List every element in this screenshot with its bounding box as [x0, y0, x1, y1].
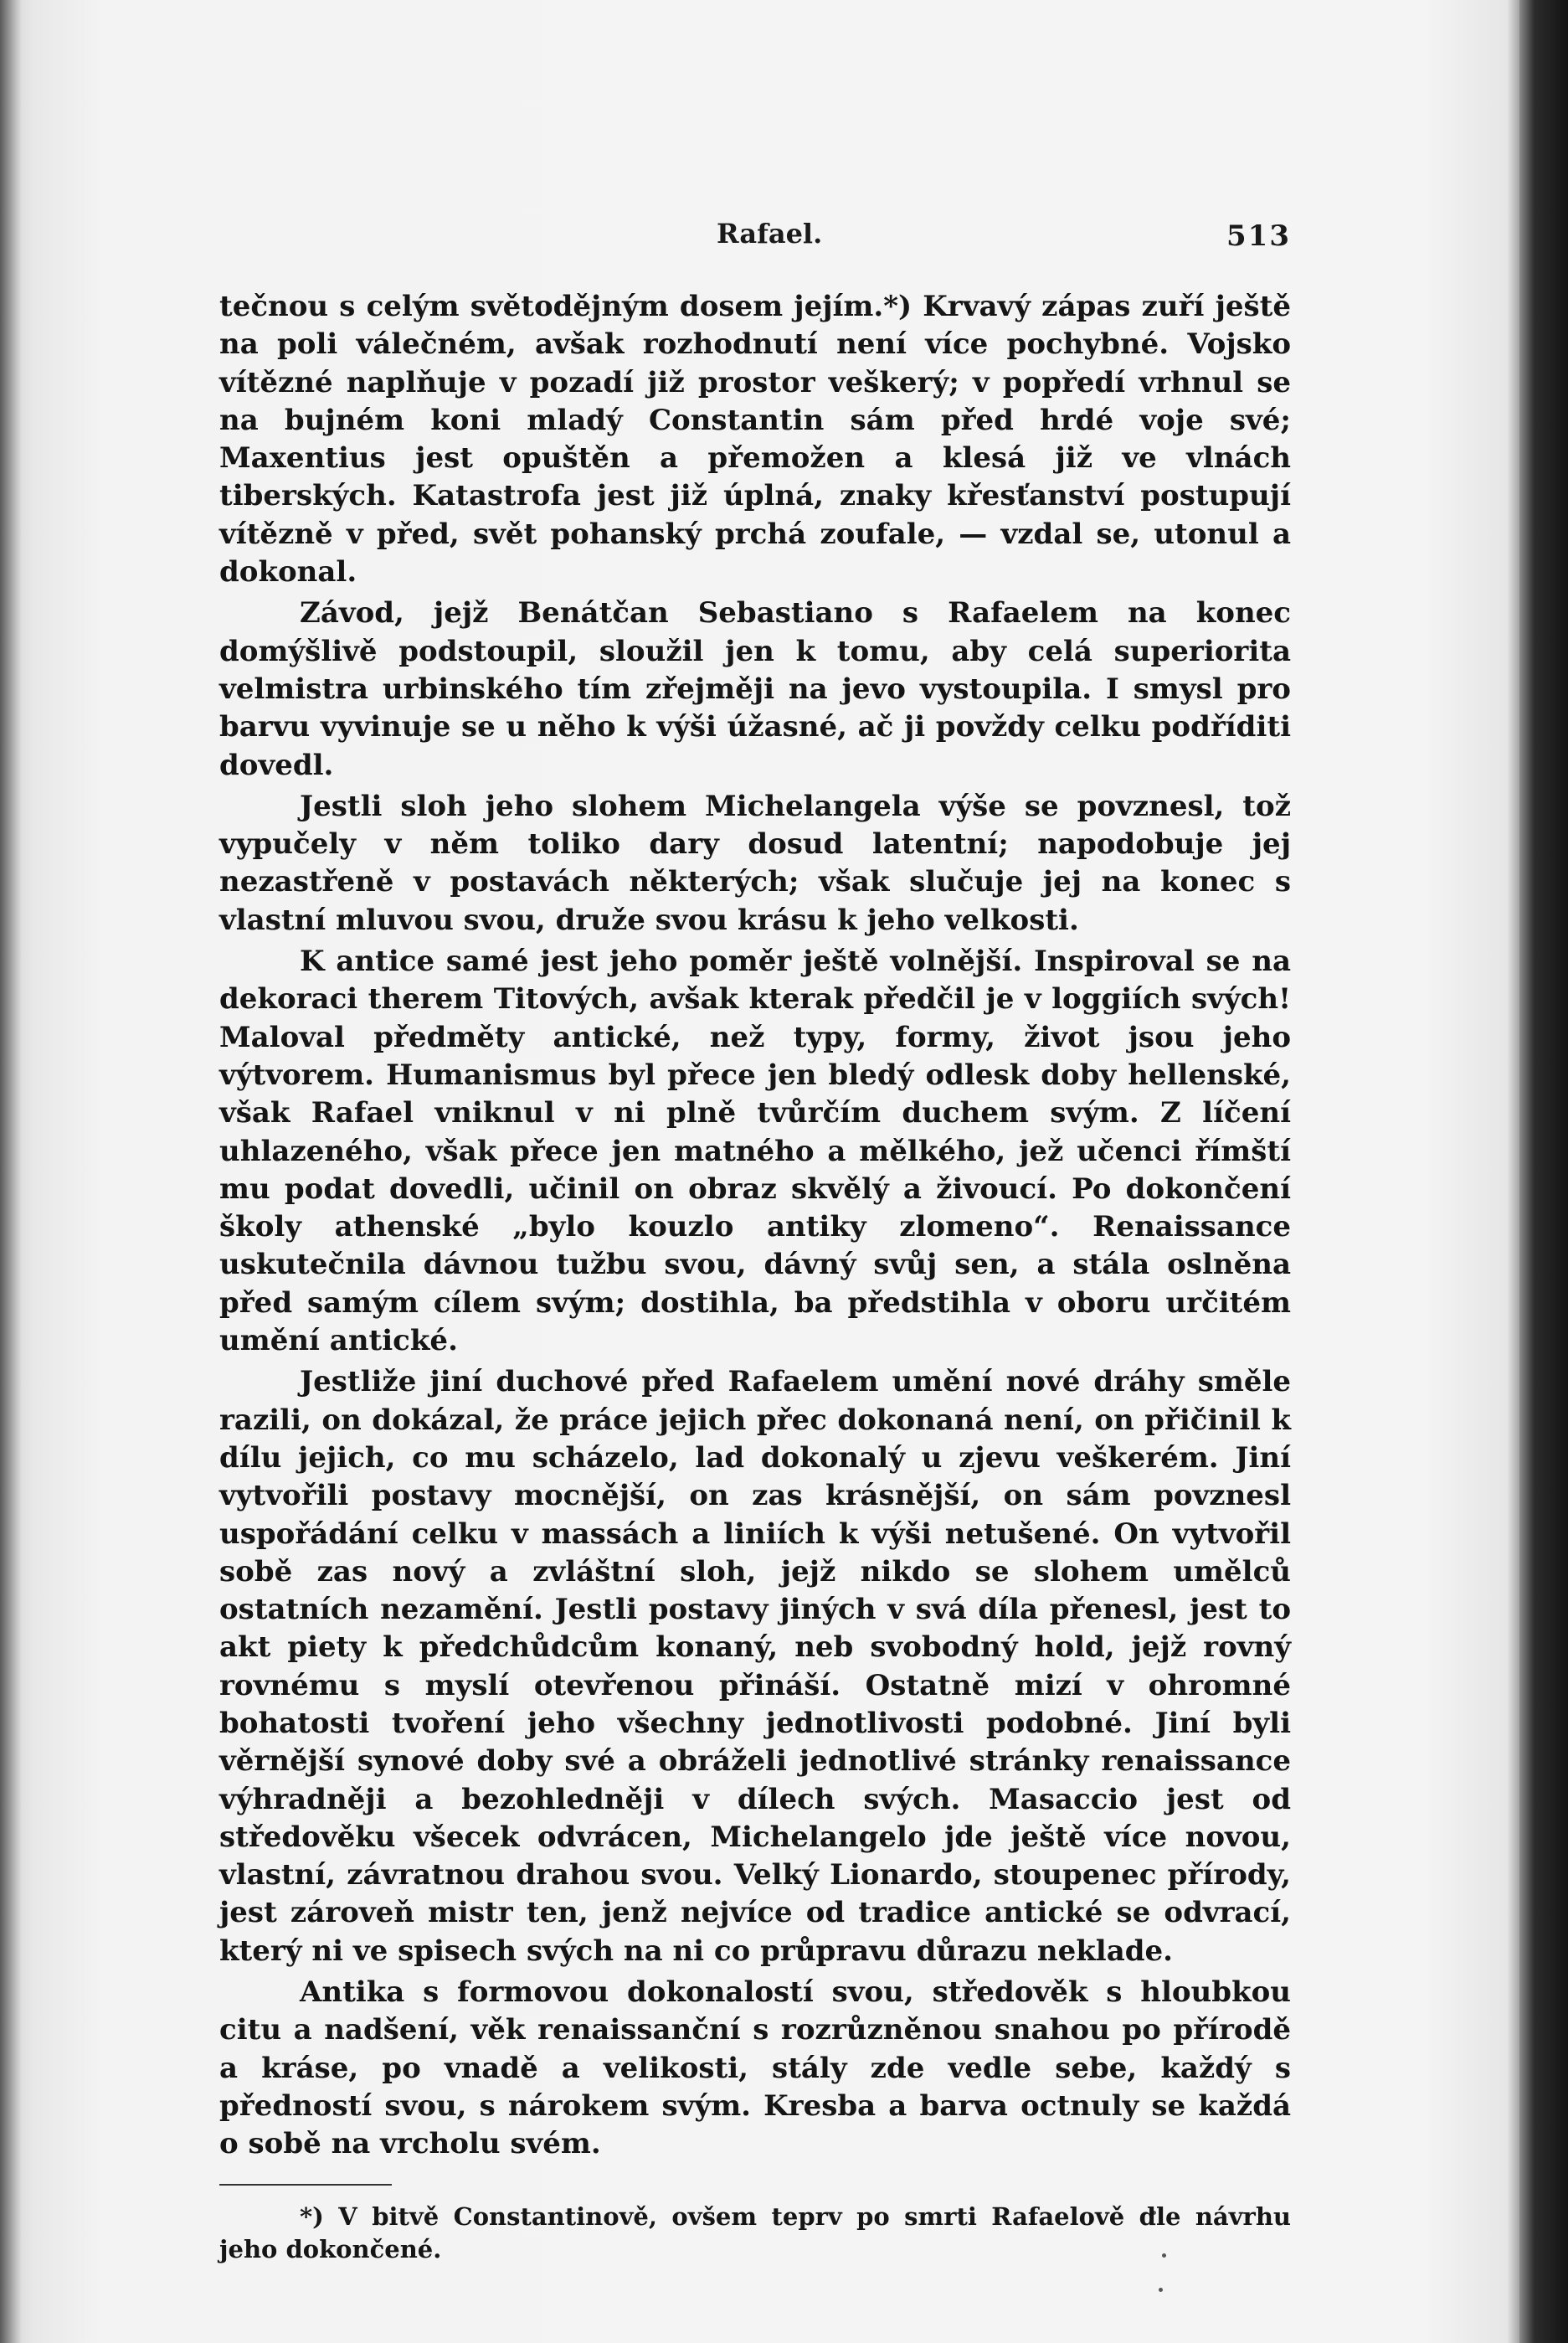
paragraph: Závod, jejž Benátčan Sebastiano s Rafaelem na konec domýšlivě podstoupil, sloužil jen k tomu, aby celá superiorita velmistra urbinského tím zřejměji na jevo vystoupila. I smysl pro barvu vyvinuje se u něho k výši úžasné, ač ji povždy celku podříditi dovedl. — [219, 596, 1291, 782]
binding-shadow — [0, 0, 22, 2343]
page-number: 513 — [1226, 219, 1291, 253]
book-edge-shadow — [1519, 0, 1568, 2343]
paragraph: tečnou s celým světodějným dosem jejím.*) Krvavý zápas zuří ještě na poli válečném, avšak rozhodnutí není více pochybné. Vojsko vítězné naplňuje v pozadí již prostor veškerý; v popředí vrhnul se na bujném koni mladý Constantin sám před hrdé voje své; Maxentius jest opuštěn a přemožen a klesá již ve vlnách tiberských. Katastrofa jest již úplná, znaky křesťanství postupují vítězně v před, svět pohanský prchá zoufale, — vzdal se, utonul a dokonal. — [219, 290, 1291, 590]
book-page — [219, 209, 1291, 2290]
footnote: *) V bitvě Constantinově, ovšem teprv po smrti Rafaelově dle návrhu jeho dokončené. — [219, 2201, 1291, 2263]
running-head — [219, 209, 1291, 260]
paragraph: Antika s formovou dokonalostí svou, středověk s hloubkou citu a nadšení, věk renaissanční s rozrůzněnou snahou po přírodě a kráse, po vnadě a velikosti, stály zde vedle sebe, každý s předností svou, s nárokem svým. Kresba a barva octnuly se každá o sobě na vrcholu svém. — [219, 1975, 1291, 2161]
footnote-rule — [219, 2184, 392, 2186]
paragraph: Jestliže jiní duchové před Rafaelem umění nové dráhy směle razili, on dokázal, že práce jejich přec dokonaná není, on přičinil k dílu jejich, co mu scházelo, lad dokonalý u zjevu veškerém. Jiní vytvořili postavy mocnější, on zas krásnější, on sám povznesl uspořádání celku v massách a liniích k výši netušené. On vytvořil sobě zas nový a zvláštní sloh, jejž nikdo se slohem umělců ostatních nezamění. Jestli postavy jiných v svá díla přenesl, jest to akt piety k předchůdcům konaný, neb svobodný hold, jejž rovný rovnému s myslí otevřenou přináší. Ostatně mizí v ohromné bohatosti tvoření jeho všechny jednotlivosti podobné. Jiní byli věrnější synové doby své a obráželi jednotlivé stránky renaissance výhradněji a bezohledněji v dílech svých. Masaccio jest od středověku všecek odvrácen, Michelangelo jde ještě více novou, vlastní, závratnou drahou svou. Velký Lionardo, stoupenec přírody, jest zároveň mistr ten, jenž nejvíce od tradice antické se odvrací, který ni ve spisech svých na ni co průpravu důrazu neklade. — [219, 1365, 1291, 1968]
paragraph: K antice samé jest jeho poměr ještě volnější. Inspiroval se na dekoraci therem Titových, avšak kterak předčil je v loggiích svých! Maloval předměty antické, než typy, formy, život jsou jeho výtvorem. Humanismus byl přece jen bledý odlesk doby hellenské, však Rafael vniknul v ni plně tvůrčím duchem svým. Z líčení uhlazeného, však přece jen matného a mělkého, jež učenci římští mu podat dovedli, učinil on obraz skvělý a živoucí. Po dokončení školy athenské „bylo kouzlo antiky zlomeno“. Renaissance uskutečnila dávnou tužbu svou, dávný svůj sen, a stála oslněna před samým cílem svým; dostihla, ba předstihla v oboru určitém umění antické. — [219, 945, 1291, 1358]
running-title: Rafael. — [717, 218, 823, 250]
body-text — [219, 288, 1291, 2164]
paragraph: Jestli sloh jeho slohem Michelangela výše se povznesl, tož vypučely v něm toliko dary dosud latentní; napodobuje jej nezastřeně v postavách některých; však slučuje jej na konec s vlastní mluvou svou, druže svou krásu k jeho velkosti. — [219, 789, 1291, 937]
